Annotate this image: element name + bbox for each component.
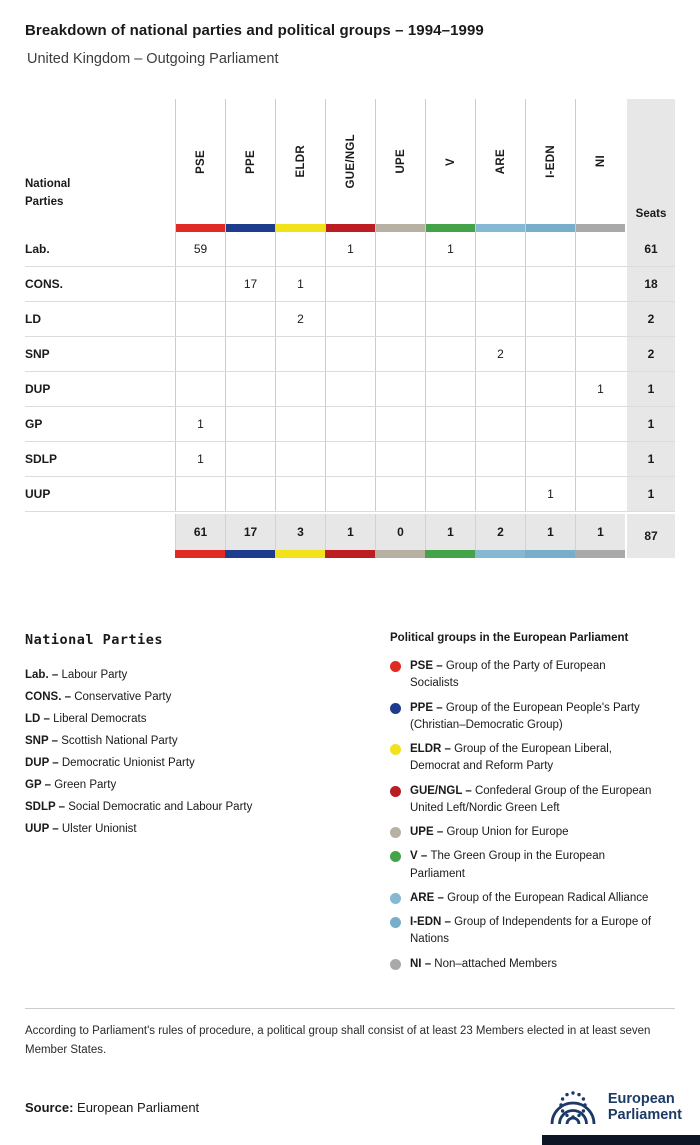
group-legend-abbr: GUE/NGL – <box>410 784 475 797</box>
group-total-value: 1 <box>525 514 575 550</box>
seats-column-header <box>627 99 675 232</box>
row-seats-total: 2 <box>627 337 675 371</box>
group-legend-text: UPE – Group Union for Europe <box>410 826 569 838</box>
table-row <box>25 442 675 477</box>
seat-count-cell: 1 <box>425 232 475 266</box>
group-total-color-bar <box>475 550 525 558</box>
group-legend-text: I-EDN – Group of Independents for a Europe of Nations <box>410 916 652 946</box>
group-column-header <box>275 99 325 232</box>
seat-count-cell <box>425 337 475 371</box>
totals-spacer <box>25 514 175 558</box>
seat-count-cell <box>275 372 325 406</box>
group-color-dot-icon <box>390 661 401 672</box>
source-row <box>25 1089 682 1125</box>
seat-count-cell <box>475 407 525 441</box>
table-row <box>25 372 675 407</box>
seat-count-cell <box>375 407 425 441</box>
group-total-value: 2 <box>475 514 525 550</box>
group-header-text: PSE <box>194 149 207 174</box>
seat-count-cell <box>575 337 625 371</box>
group-color-dot-icon <box>390 959 401 970</box>
group-column-header <box>475 99 525 232</box>
group-legend-text: PSE – Group of the Party of European Socialists <box>410 660 606 690</box>
group-total-color-bar <box>425 550 475 558</box>
seat-count-cell <box>375 477 425 511</box>
table-row <box>25 232 675 267</box>
political-groups-legend <box>390 632 652 980</box>
group-header-label <box>476 99 525 224</box>
party-label: SDLP <box>25 452 58 466</box>
group-header-label <box>276 99 325 224</box>
seat-count-cell <box>325 337 375 371</box>
group-total-color-bar <box>275 550 325 558</box>
seat-count-cell <box>525 442 575 476</box>
seat-count-cell <box>325 372 375 406</box>
group-header-text: UPE <box>394 149 407 174</box>
seat-count-cell <box>525 302 575 336</box>
party-legend-item: LD – Liberal Democrats <box>25 713 147 725</box>
group-color-bar <box>376 224 425 232</box>
legend-groups-list <box>390 658 652 973</box>
row-seats-total: 61 <box>627 232 675 266</box>
group-total-value: 1 <box>575 514 625 550</box>
group-header-label <box>426 99 475 224</box>
seat-count-cell <box>175 477 225 511</box>
party-legend-abbr: SNP – <box>25 735 62 747</box>
seat-count-cell <box>525 372 575 406</box>
group-legend-item <box>390 783 652 818</box>
seat-count-cell <box>275 477 325 511</box>
group-column-header <box>225 99 275 232</box>
group-total-color-bar <box>575 550 625 558</box>
seat-count-cell: 1 <box>525 477 575 511</box>
grand-total-seats: 87 <box>627 514 675 558</box>
group-total-value: 17 <box>225 514 275 550</box>
seat-count-cell: 17 <box>225 267 275 301</box>
seat-count-cell <box>475 232 525 266</box>
group-column-header <box>375 99 425 232</box>
group-color-bar <box>476 224 525 232</box>
row-seats-total: 1 <box>627 372 675 406</box>
group-color-dot-icon <box>390 786 401 797</box>
table-body <box>25 232 675 512</box>
group-total-color-bar <box>525 550 575 558</box>
party-legend-item: SNP – Scottish National Party <box>25 735 178 747</box>
group-legend-item <box>390 914 652 949</box>
party-label: Lab. <box>25 242 50 256</box>
group-legend-text: ELDR – Group of the European Liberal, Democrat and Reform Party <box>410 743 613 773</box>
seat-count-cell <box>275 442 325 476</box>
seat-count-cell <box>475 302 525 336</box>
group-legend-abbr: ELDR – <box>410 743 455 755</box>
party-label: UUP <box>25 487 51 501</box>
party-legend-abbr: LD – <box>25 713 54 725</box>
group-legend-item <box>390 956 652 973</box>
group-header-text: GUE/NGL <box>344 134 357 189</box>
corner-label-line1: National <box>25 178 71 191</box>
group-total-value: 3 <box>275 514 325 550</box>
seat-count-cell <box>525 407 575 441</box>
seat-count-cell <box>175 337 225 371</box>
party-legend-abbr: UUP – <box>25 823 62 835</box>
ep-logo-text-line2: Parliament <box>607 1107 682 1123</box>
group-total-color-bar <box>225 550 275 558</box>
group-legend-item <box>390 658 652 693</box>
group-legend-abbr: ARE – <box>410 891 448 904</box>
group-total-value: 61 <box>175 514 225 550</box>
seat-count-cell <box>575 407 625 441</box>
group-legend-text: GUE/NGL – Confederal Group of the European United Left/Nordic Green Left <box>410 784 652 814</box>
seat-count-cell <box>425 407 475 441</box>
party-legend-abbr: DUP – <box>25 757 62 769</box>
seat-count-cell: 59 <box>175 232 225 266</box>
group-column-header <box>525 99 575 232</box>
seat-count-cell <box>325 267 375 301</box>
group-total-column <box>275 514 325 558</box>
seat-count-cell <box>225 232 275 266</box>
group-total-value: 0 <box>375 514 425 550</box>
group-color-bar <box>326 224 375 232</box>
seat-count-cell <box>525 267 575 301</box>
seat-count-cell <box>475 372 525 406</box>
seat-count-cell <box>375 302 425 336</box>
group-header-text: NI <box>594 155 607 168</box>
group-header-label <box>226 99 275 224</box>
seat-count-cell: 2 <box>475 337 525 371</box>
source-line <box>25 1100 199 1115</box>
seats-table <box>25 99 675 558</box>
group-legend-item <box>390 890 652 907</box>
group-total-column <box>375 514 425 558</box>
group-header-label <box>576 99 625 224</box>
seat-count-cell <box>175 302 225 336</box>
group-legend-abbr: UPE – <box>410 826 447 838</box>
party-label: LD <box>25 312 41 326</box>
group-column-header <box>325 99 375 232</box>
group-column-header <box>175 99 225 232</box>
seats-column-label: Seats <box>635 208 667 220</box>
party-legend-abbr: GP – <box>25 779 55 791</box>
row-seats-total: 2 <box>627 302 675 336</box>
group-header-label <box>376 99 425 224</box>
group-legend-abbr: V – <box>410 850 431 863</box>
seat-count-cell <box>575 442 625 476</box>
seat-count-cell <box>325 442 375 476</box>
party-legend-item: DUP – Democratic Unionist Party <box>25 757 195 769</box>
group-color-bar <box>576 224 625 232</box>
group-color-dot-icon <box>390 851 401 862</box>
party-legend-item: SDLP – Social Democratic and Labour Party <box>25 801 253 813</box>
corner-label-line2: Parties <box>25 196 64 209</box>
party-label: SNP <box>25 347 50 361</box>
group-legend-text: V – The Green Group in the European Parliament <box>410 850 605 880</box>
seat-count-cell <box>575 232 625 266</box>
table-row <box>25 407 675 442</box>
seat-count-cell <box>375 442 425 476</box>
group-legend-item <box>390 741 652 776</box>
seat-count-cell: 2 <box>275 302 325 336</box>
page-subtitle: United Kingdom – Outgoing Parliament <box>27 51 279 67</box>
ep-logo-text <box>608 1091 682 1123</box>
group-total-color-bar <box>375 550 425 558</box>
table-row <box>25 477 675 512</box>
group-color-dot-icon <box>390 917 401 928</box>
group-legend-item <box>390 848 652 883</box>
group-header-text: PPE <box>244 149 257 174</box>
group-total-value: 1 <box>325 514 375 550</box>
party-legend-abbr: SDLP – <box>25 801 69 813</box>
bottom-accent-bar <box>542 1135 700 1145</box>
group-total-column <box>175 514 225 558</box>
seat-count-cell <box>375 232 425 266</box>
group-column-header <box>575 99 625 232</box>
seat-count-cell <box>375 337 425 371</box>
group-header-label <box>326 99 375 224</box>
group-header-text: ELDR <box>294 145 307 178</box>
group-total-color-bar <box>175 550 225 558</box>
seat-count-cell <box>525 232 575 266</box>
seat-count-cell <box>225 302 275 336</box>
group-total-column <box>575 514 625 558</box>
seat-count-cell: 1 <box>325 232 375 266</box>
source-label: Source: <box>25 1099 74 1115</box>
legend-parties-list <box>25 664 390 840</box>
group-legend-abbr: NI – <box>410 957 435 970</box>
seat-count-cell <box>425 372 475 406</box>
seat-count-cell <box>325 302 375 336</box>
seat-count-cell <box>525 337 575 371</box>
seat-count-cell <box>275 407 325 441</box>
seat-count-cell <box>425 442 475 476</box>
group-legend-abbr: PPE – <box>410 701 446 714</box>
group-color-bar <box>226 224 275 232</box>
european-parliament-logo <box>547 1089 682 1125</box>
ep-logo-mark-icon <box>547 1089 599 1125</box>
group-header-text: V <box>444 157 457 166</box>
group-total-column <box>225 514 275 558</box>
party-legend-item: UUP – Ulster Unionist <box>25 823 137 835</box>
group-color-bar <box>526 224 575 232</box>
footnote-section <box>25 1008 675 1060</box>
seat-count-cell <box>475 477 525 511</box>
seat-count-cell <box>325 477 375 511</box>
group-column-header <box>425 99 475 232</box>
seat-count-cell <box>375 267 425 301</box>
seat-count-cell <box>425 302 475 336</box>
ep-logo-text-line1: European <box>607 1090 675 1107</box>
group-legend-text: ARE – Group of the European Radical Alliance <box>410 891 649 904</box>
seat-count-cell: 1 <box>175 407 225 441</box>
party-label: GP <box>25 417 43 431</box>
seat-count-cell <box>175 372 225 406</box>
legend-groups-heading: Political groups in the European Parliament <box>390 632 629 644</box>
group-color-bar <box>276 224 325 232</box>
table-row <box>25 302 675 337</box>
party-legend-item: Lab. – Labour Party <box>25 669 128 681</box>
seat-count-cell <box>225 442 275 476</box>
party-legend-item: GP – Green Party <box>25 779 117 791</box>
corner-label <box>25 99 175 232</box>
group-legend-abbr: I-EDN – <box>410 916 455 928</box>
group-total-value: 1 <box>425 514 475 550</box>
row-seats-total: 18 <box>627 267 675 301</box>
legend-parties-heading: National Parties <box>25 632 164 648</box>
group-color-dot-icon <box>390 827 401 838</box>
legend-section <box>25 632 675 980</box>
group-total-column <box>425 514 475 558</box>
group-color-bar <box>176 224 225 232</box>
row-seats-total: 1 <box>627 442 675 476</box>
row-seats-total: 1 <box>627 477 675 511</box>
seat-count-cell <box>225 337 275 371</box>
procedure-note: According to Parliament's rules of procedure, a political group shall consist of at least 23 Members elected in at least seven Member States. <box>25 1024 651 1056</box>
seat-count-cell <box>175 267 225 301</box>
table-header-row <box>25 99 675 232</box>
party-legend-abbr: Lab. – <box>25 669 62 681</box>
group-color-dot-icon <box>390 703 401 714</box>
page-title: Breakdown of national parties and political groups – 1994–1999 <box>25 22 484 39</box>
group-total-color-bar <box>325 550 375 558</box>
seat-count-cell <box>275 337 325 371</box>
group-total-column <box>475 514 525 558</box>
seat-count-cell: 1 <box>275 267 325 301</box>
seat-count-cell <box>575 267 625 301</box>
seat-count-cell <box>375 372 425 406</box>
group-legend-text: PPE – Group of the European People's Party (Christian–Democratic Group) <box>410 701 640 731</box>
seat-count-cell <box>575 477 625 511</box>
group-legend-text: NI – Non–attached Members <box>410 957 558 970</box>
seat-count-cell <box>225 372 275 406</box>
party-label: CONS. <box>25 277 64 291</box>
table-totals-row <box>25 514 675 558</box>
row-seats-total: 1 <box>627 407 675 441</box>
group-header-text: I-EDN <box>544 145 557 178</box>
group-header-label <box>176 99 225 224</box>
group-total-column <box>325 514 375 558</box>
source-value: European Parliament <box>77 1099 200 1115</box>
seat-count-cell <box>225 477 275 511</box>
seat-count-cell <box>575 302 625 336</box>
group-legend-item <box>390 824 652 841</box>
seat-count-cell <box>475 267 525 301</box>
seat-count-cell: 1 <box>575 372 625 406</box>
seat-count-cell: 1 <box>175 442 225 476</box>
group-color-dot-icon <box>390 744 401 755</box>
group-color-bar <box>426 224 475 232</box>
group-legend-item <box>390 700 652 735</box>
group-header-label <box>526 99 575 224</box>
party-legend-item: CONS. – Conservative Party <box>25 691 172 703</box>
group-color-dot-icon <box>390 893 401 904</box>
seat-count-cell <box>425 477 475 511</box>
group-total-column <box>525 514 575 558</box>
national-parties-legend <box>25 632 390 980</box>
table-row <box>25 267 675 302</box>
party-legend-abbr: CONS. – <box>25 691 75 703</box>
party-label: DUP <box>25 382 51 396</box>
group-legend-abbr: PSE – <box>410 660 446 672</box>
seat-count-cell <box>475 442 525 476</box>
seat-count-cell <box>425 267 475 301</box>
group-header-text: ARE <box>494 148 507 175</box>
seat-count-cell <box>275 232 325 266</box>
seat-count-cell <box>225 407 275 441</box>
table-row <box>25 337 675 372</box>
seat-count-cell <box>325 407 375 441</box>
